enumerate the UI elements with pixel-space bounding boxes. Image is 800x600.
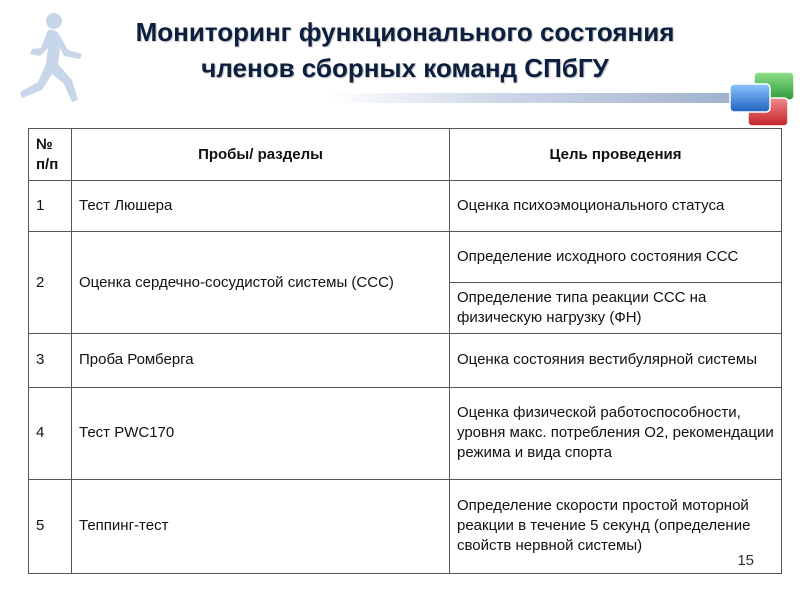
title-line-1: Мониторинг функционального состояния <box>135 17 675 47</box>
table-header-row <box>29 129 782 181</box>
page-title <box>60 14 750 86</box>
row-section: Оценка сердечно-сосудистой системы (ССС) <box>72 232 450 334</box>
row-num: 1 <box>29 181 72 232</box>
row-section: Тест PWC170 <box>72 387 450 479</box>
decorative-bar <box>330 93 740 103</box>
row-purpose: Определение типа реакции ССС на физическую нагрузку (ФН) <box>450 283 782 334</box>
row-num: 5 <box>29 479 72 573</box>
row-section: Проба Ромберга <box>72 334 450 387</box>
colored-boxes-icon <box>722 70 800 130</box>
row-section: Тест Люшера <box>72 181 450 232</box>
row-purpose: Определение исходного состояния ССС <box>450 232 782 283</box>
row-num: 3 <box>29 334 72 387</box>
row-section: Теппинг-тест <box>72 479 450 573</box>
row-num: 2 <box>29 232 72 334</box>
header-num: № п/п <box>29 129 72 181</box>
row-num: 4 <box>29 387 72 479</box>
header-purpose: Цель проведения <box>450 129 782 181</box>
row-purpose: Определение скорости простой моторной реакции в течение 5 секунд (определение свойств нервной системы) <box>450 479 782 573</box>
page-number: 15 <box>737 552 754 569</box>
table-row <box>29 479 782 573</box>
table-row <box>29 181 782 232</box>
row-purpose: Оценка физической работоспособности, уровня макс. потребления О2, рекомендации режима и вида спорта <box>450 387 782 479</box>
row-purpose: Оценка психоэмоционального статуса <box>450 181 782 232</box>
row-purpose: Оценка состояния вестибулярной системы <box>450 334 782 387</box>
header-section: Пробы/ разделы <box>72 129 450 181</box>
table-row <box>29 334 782 387</box>
table-row <box>29 387 782 479</box>
title-line-2: членов сборных команд СПбГУ <box>201 53 609 83</box>
table-row <box>29 232 782 283</box>
probes-table <box>28 128 782 574</box>
